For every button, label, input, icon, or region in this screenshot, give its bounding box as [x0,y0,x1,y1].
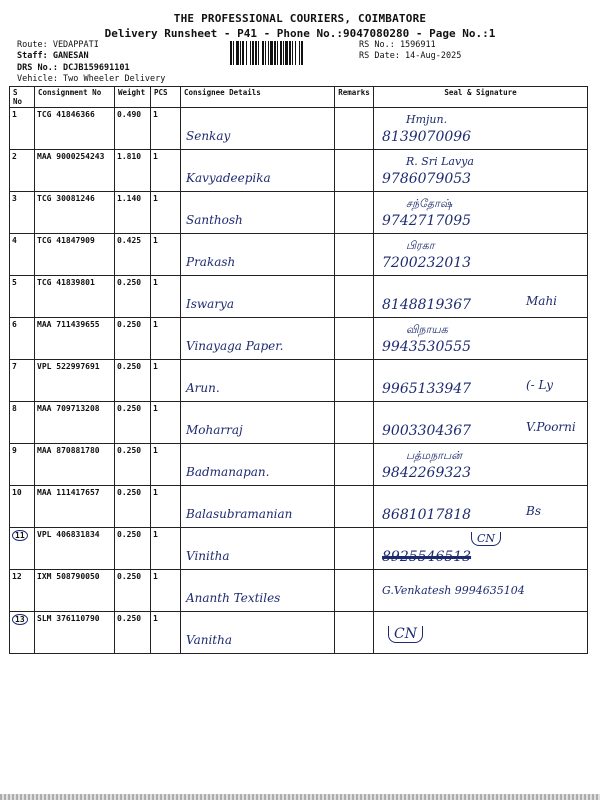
cell-signature [374,192,588,234]
cell-signature [374,402,588,444]
signature-mark: Bs [526,504,541,518]
table-row [10,108,588,150]
cell-remarks [335,360,374,402]
cell-weight: 0.250 [115,528,151,570]
cell-weight: 0.425 [115,234,151,276]
consignee-handwriting: Prakash [186,255,236,269]
phone-handwriting: 8925546513 [382,549,472,565]
phone-handwriting: G.Venkatesh 9994635104 [382,584,525,597]
cell-consignee [181,192,335,234]
cell-pcs: 1 [151,150,181,192]
cell-consignee [181,234,335,276]
table-row [10,318,588,360]
phone-handwriting: 8139070096 [382,129,472,145]
cell-weight: 0.250 [115,360,151,402]
consignee-handwriting: Ananth Textiles [186,591,281,605]
barcode-image [230,41,352,65]
phone-handwriting: 9742717095 [382,213,472,229]
cell-pcs: 1 [151,234,181,276]
cell-consignment: MAA 870881780 [35,444,115,486]
cell-pcs: 1 [151,570,181,612]
cell-remarks [335,318,374,360]
table-row [10,528,588,570]
cell-consignment: IXM 508790050 [35,570,115,612]
cell-pcs: 1 [151,108,181,150]
cell-sno [10,444,35,486]
signature-note: சந்தோஷ் [406,197,453,210]
consignee-handwriting: Vinayaga Paper. [186,339,284,353]
runsheet-subtitle: Delivery Runsheet - P41 - Phone No.:9047080280 - Page No.:1 [104,27,496,40]
drs-number: DRS No.: DCJB159691101 [17,63,130,73]
cell-signature [374,108,588,150]
signature-mark: Mahi [526,294,558,308]
table-row [10,486,588,528]
cell-remarks [335,192,374,234]
route-label: Route: VEDAPPATI [17,40,99,50]
cell-signature [374,318,588,360]
serial-number: 3 [12,194,17,203]
cell-consignee [181,570,335,612]
serial-number: 1 [12,110,17,119]
table-row [10,276,588,318]
serial-number: 11 [12,530,28,541]
phone-handwriting: 7200232013 [382,255,472,271]
company-title: THE PROFESSIONAL COURIERS, COIMBATORE [173,12,427,25]
serial-number: 7 [12,362,17,371]
cell-sno [10,276,35,318]
phone-handwriting: CN [388,626,423,643]
cell-pcs: 1 [151,486,181,528]
signature-mark: V.Poorni [526,420,576,434]
cell-consignee [181,486,335,528]
cell-sno [10,528,35,570]
table-row [10,150,588,192]
table-row [10,192,588,234]
cell-pcs: 1 [151,612,181,654]
col-header-signature: Seal & Signature [374,87,588,108]
cell-pcs: 1 [151,360,181,402]
serial-number: 12 [12,572,22,581]
cell-weight: 0.250 [115,318,151,360]
cell-signature [374,444,588,486]
phone-handwriting: 8681017818 [382,507,472,523]
cell-weight: 0.250 [115,402,151,444]
phone-handwriting: 9965133947 [382,381,472,397]
cell-consignment: TCG 30081246 [35,192,115,234]
cell-remarks [335,444,374,486]
serial-number: 13 [12,614,28,625]
cell-sno [10,192,35,234]
consignee-handwriting: Santhosh [186,213,243,227]
cell-remarks [335,528,374,570]
serial-number: 4 [12,236,17,245]
cell-sno [10,360,35,402]
cell-signature [374,360,588,402]
consignee-handwriting: Iswarya [186,297,234,311]
cell-sno [10,108,35,150]
cell-weight: 0.250 [115,570,151,612]
consignee-handwriting: Kavyadeepika [186,171,271,185]
staff-label: Staff: GANESAN [17,51,89,61]
cell-weight: 0.250 [115,486,151,528]
cell-remarks [335,276,374,318]
serial-number: 10 [12,488,22,497]
cell-weight: 0.490 [115,108,151,150]
cell-remarks [335,612,374,654]
table-row [10,444,588,486]
col-header-remarks: Remarks [335,87,374,108]
cell-consignment: VPL 406831834 [35,528,115,570]
cell-pcs: 1 [151,528,181,570]
cell-weight: 0.250 [115,276,151,318]
cell-remarks [335,570,374,612]
cell-remarks [335,150,374,192]
serial-number: 6 [12,320,17,329]
phone-handwriting: 9842269323 [382,465,472,481]
signature-note: பிரகா [406,239,435,252]
cell-consignment: MAA 711439655 [35,318,115,360]
phone-handwriting: 9003304367 [382,423,472,439]
consignee-handwriting: Vinitha [186,549,230,563]
cell-consignee [181,318,335,360]
consignee-handwriting: Balasubramanian [186,507,293,521]
cell-signature [374,234,588,276]
cell-weight: 1.810 [115,150,151,192]
cell-remarks [335,234,374,276]
cell-consignee [181,276,335,318]
cell-consignee [181,108,335,150]
col-header-weight: Weight [115,87,151,108]
cell-consignment: MAA 9000254243 [35,150,115,192]
cell-pcs: 1 [151,402,181,444]
table-row [10,402,588,444]
barcode-bar [303,41,305,65]
cell-consignee [181,612,335,654]
signature-note: பத்மநாபன் [406,449,462,462]
cell-consignment: TCG 41846366 [35,108,115,150]
consignee-handwriting: Vanitha [186,633,232,647]
signature-mark: (- Ly [526,378,554,392]
col-header-consignee: Consignee Details [181,87,335,108]
cell-sno [10,402,35,444]
col-header-consignment: Consignment No [35,87,115,108]
cell-consignment: TCG 41847909 [35,234,115,276]
cell-signature [374,612,588,654]
cell-weight: 0.250 [115,612,151,654]
serial-number: 9 [12,446,17,455]
phone-handwriting: 9786079053 [382,171,472,187]
serial-number: 8 [12,404,17,413]
cell-consignee [181,528,335,570]
rs-date: RS Date: 14-Aug-2025 [359,51,462,61]
signature-note: விநாயக [406,323,448,336]
serial-number: 5 [12,278,17,287]
cell-weight: 0.250 [115,444,151,486]
signature-note: R. Sri Lavya [406,155,474,168]
cell-sno [10,234,35,276]
table-row [10,234,588,276]
consignee-handwriting: Arun. [186,381,220,395]
cell-signature [374,486,588,528]
cell-remarks [335,486,374,528]
cell-signature [374,276,588,318]
cell-consignee [181,444,335,486]
table-row [10,570,588,612]
table-header-row [10,87,588,108]
signature-note: Hmjun. [406,113,448,126]
cell-consignment: SLM 376110790 [35,612,115,654]
cell-remarks [335,402,374,444]
signature-note: CN [471,532,501,546]
cell-sno [10,150,35,192]
cell-pcs: 1 [151,192,181,234]
cell-consignment: MAA 111417657 [35,486,115,528]
cell-sno [10,612,35,654]
col-header-pcs: PCS [151,87,181,108]
vehicle-label: Vehicle: Two Wheeler Delivery [17,74,166,84]
cell-signature [374,570,588,612]
cell-pcs: 1 [151,276,181,318]
table-row [10,612,588,654]
cell-sno [10,318,35,360]
cell-signature [374,528,588,570]
table-row [10,360,588,402]
consignee-handwriting: Moharraj [186,423,243,437]
cell-consignment: TCG 41839801 [35,276,115,318]
cell-pcs: 1 [151,318,181,360]
cell-consignee [181,150,335,192]
scan-edge [0,794,600,800]
cell-weight: 1.140 [115,192,151,234]
col-header-sno: S No [10,87,35,108]
cell-consignment: MAA 709713208 [35,402,115,444]
rs-number: RS No.: 1596911 [359,40,436,50]
consignee-handwriting: Badmanapan. [186,465,270,479]
cell-sno [10,570,35,612]
serial-number: 2 [12,152,17,161]
delivery-table [9,86,588,654]
cell-sno [10,486,35,528]
cell-signature [374,150,588,192]
cell-consignment: VPL 522997691 [35,360,115,402]
cell-consignee [181,402,335,444]
phone-handwriting: 8148819367 [382,297,472,313]
consignee-handwriting: Senkay [186,129,231,143]
cell-pcs: 1 [151,444,181,486]
cell-consignee [181,360,335,402]
phone-handwriting: 9943530555 [382,339,472,355]
cell-remarks [335,108,374,150]
